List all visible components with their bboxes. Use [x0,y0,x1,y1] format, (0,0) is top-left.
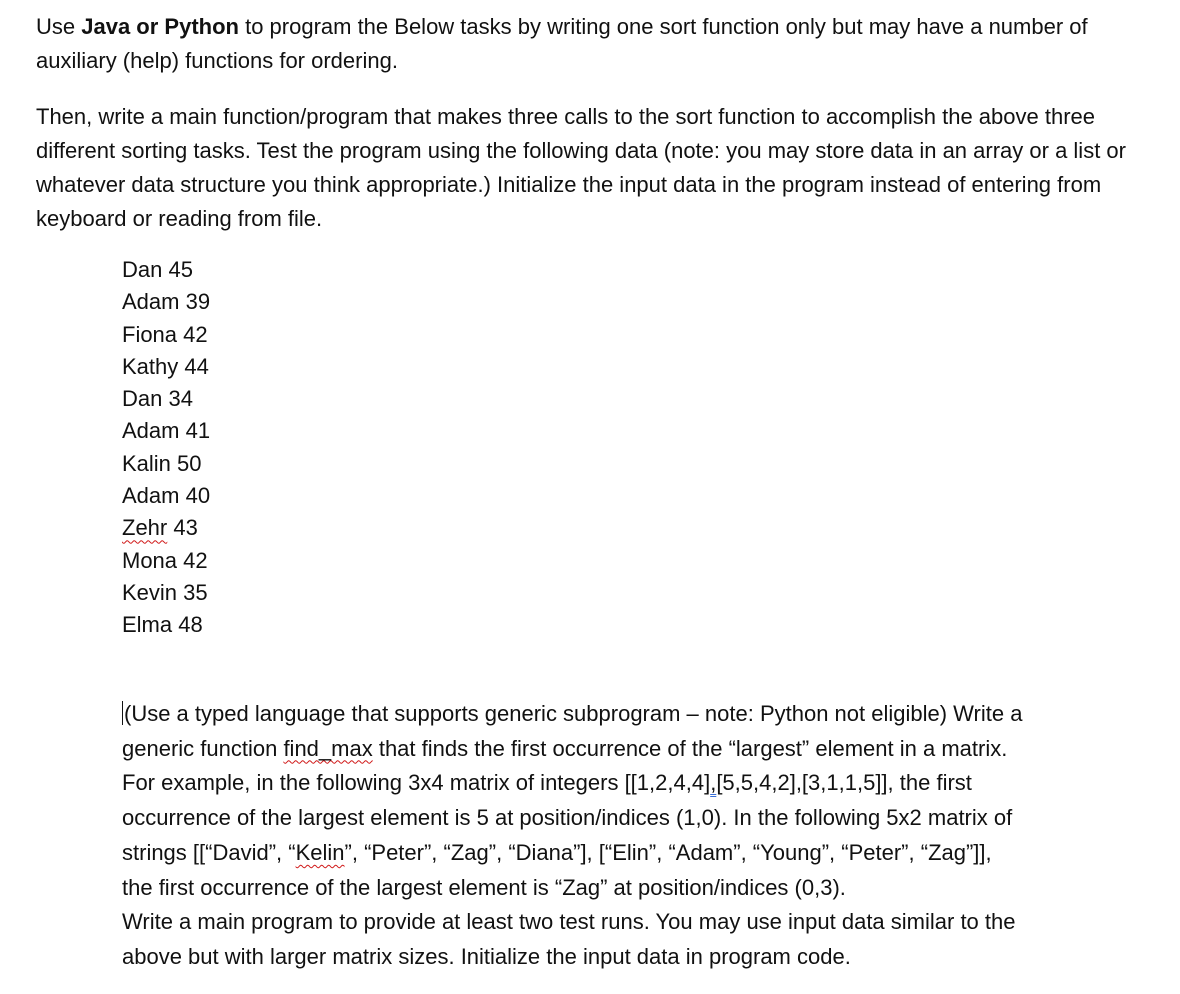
list-item [122,512,210,544]
list-item [122,609,210,641]
task-line-text: (Use a typed language that supports generic subprogram – note: Python not eligible) Write a [124,701,1023,726]
intro-paragraph [36,10,1166,78]
list-item [122,448,210,480]
item-age: 42 [183,547,208,573]
item-age: 40 [185,483,211,509]
item-age: 39 [185,289,211,315]
item-age: 44 [184,353,209,379]
task-line-text: that finds the first occurrence of the “largest” element in a matrix. [372,735,1008,761]
function-name-misspelled: find_max [283,735,373,761]
item-name: Dan [122,257,163,282]
task-line [122,766,1162,801]
item-name: Elma [122,612,173,638]
item-name: Fiona [122,321,178,347]
task-line [122,697,1162,732]
list-item [122,545,210,577]
task-line [122,732,1162,767]
item-age: 35 [183,579,208,605]
list-item [122,480,210,512]
item-age: 50 [177,450,202,476]
instructions-paragraph: Then, write a main function/program that makes three calls to the sort function to accomplish the above three different sorting tasks. Test the program using the following data (note: you may store data in an array or a list or whatever data structure you think appropriate.) Initialize the input data in the program instead of entering from keyboard or reading from file. [36,104,1126,231]
task-line-text: strings [[“David”, “ [122,839,296,865]
grammar-flag: , [710,770,717,796]
item-age: 42 [183,321,208,347]
task-line-text: ”, “Peter”, “Zag”, “Diana”], [“Elin”, “Adam”, “Young”, “Peter”, “Zag”]], [344,839,992,865]
item-name: Adam [122,418,180,444]
task-line: above but with larger matrix sizes. Initialize the input data in program code. [122,943,851,969]
intro-pre: Use [36,14,82,39]
item-age: 34 [168,386,193,412]
task-line-text: [5,5,4,2],[3,1,1,5]], the first [716,770,972,796]
item-name: Mona [122,547,178,573]
generic-task-paragraph [122,697,1162,975]
task-line [122,836,1162,871]
item-age: 41 [185,418,211,444]
intro-languages: Java or Python [81,14,239,39]
list-item [122,351,210,383]
item-age: 45 [168,257,193,282]
task-line: Write a main program to provide at least two test runs. You may use input data similar to the [122,909,1016,935]
intro-post: to program the Below tasks by writing one sort function only but may have a number of auxiliary (help) functions for ordering. [36,14,1088,73]
item-age: 48 [178,612,203,638]
task-line-text: generic function [122,735,284,761]
list-item [122,577,210,609]
item-name: Adam [122,289,180,315]
list-item [122,319,210,351]
item-name: Dan [122,386,163,412]
task-line-text: For example, in the following 3x4 matrix of integers [[1,2,4,4] [122,770,711,796]
task-line: the first occurrence of the largest element is “Zag” at position/indices (0,3). [122,874,846,900]
item-name: Adam [122,483,180,509]
list-item [122,286,210,318]
item-age: 43 [173,515,198,541]
item-name: Kathy [122,353,179,379]
item-name: Kalin [122,450,171,476]
list-item [122,383,210,415]
data-list [122,254,210,642]
item-name: Kevin [122,579,178,605]
item-name-misspelled: Zehr [122,515,168,541]
list-item [122,254,210,286]
text-cursor [122,701,123,725]
string-misspelled: Kelin [295,839,345,865]
list-item [122,415,210,447]
task-line: occurrence of the largest element is 5 at position/indices (1,0). In the following 5x2 matrix of [122,805,1013,831]
